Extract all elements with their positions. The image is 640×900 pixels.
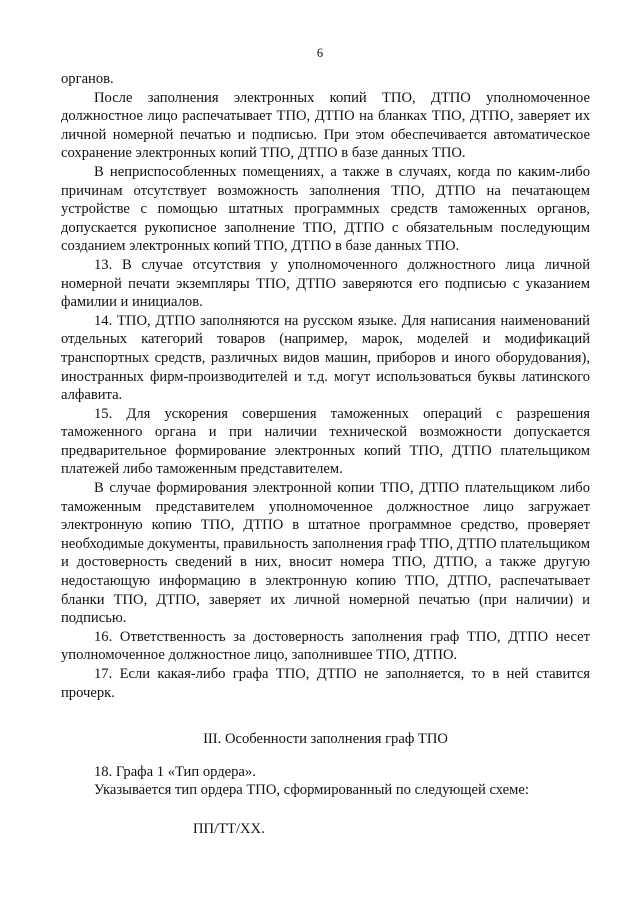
paragraph-item-18: 18. Графа 1 «Тип ордера». — [94, 763, 256, 780]
paragraph-item-17: 17. Если какая-либо графа ТПО, ДТПО не заполняется, то в ней ставится прочерк. — [61, 666, 590, 701]
page-number: 6 — [316, 46, 324, 60]
paragraph-printing-copies: После заполнения электронных копий ТПО, ДТПО уполномоченное должностное лицо распечатывает ТПО, ДТПО на бланках ТПО, ДТПО, заверяет их личной номерной печатью и подписью. При этом обеспечивается автоматическое сохранение электронных копий ТПО, ДТПО в базе данных ТПО. — [61, 89, 590, 162]
document-body — [61, 70, 590, 839]
order-type-scheme: ПП/ТТ/XX. — [193, 820, 265, 837]
section-heading: III. Особенности заполнения граф ТПО — [203, 731, 448, 748]
paragraph-continuation: органов. — [61, 71, 114, 87]
paragraph-scheme-intro: Указывается тип ордера ТПО, сформированный по следующей схеме: — [94, 782, 529, 799]
paragraph-item-15: 15. Для ускорения совершения таможенных операций с разрешения таможенного органа и при наличии технической возможности допускается предварительное формирование электронных копий ТПО, ДТПО плательщиком платежей либо таможенным представителем. — [61, 405, 590, 478]
paragraph-item-16: 16. Ответственность за достоверность заполнения граф ТПО, ДТПО несет уполномоченное должностное лицо, заполнившее ТПО, ДТПО. — [61, 628, 590, 664]
paragraph-item-13: 13. В случае отсутствия у уполномоченного должностного лица личной номерной печати экземпляры ТПО, ДТПО заверяются его подписью с указанием фамилии и инициалов. — [61, 256, 590, 311]
paragraph-manual-filling: В неприспособленных помещениях, а также в случаях, когда по каким-либо причинам отсутствует возможность заполнения ТПО, ДТПО на печатающем устройстве с помощью штатных программных средств таможенных органов, допускается рукописное заполнение ТПО, ДТПО с обязательным последующим созданием электронных копий ТПО, ДТПО в базе данных ТПО. — [61, 163, 590, 255]
paragraph-item-14: 14. ТПО, ДТПО заполняются на русском языке. Для написания наименований отдельных категорий товаров (например, марок, моделей и модификаций транспортных средств, различных видов машин, приборов и иного оборудования), иностранных фирм-производителей и т.д. могут использоваться буквы латинского алфавита. — [61, 312, 590, 404]
paragraph-electronic-copy: В случае формирования электронной копии ТПО, ДТПО плательщиком либо таможенным представителем уполномоченное должностное лицо загружает электронную копию ТПО, ДТПО в штатное программное средство, проверяет необходимые документы, правильность заполнения граф ТПО, ДТПО плательщиком и достоверность сведений в них, вносит номера ТПО, ДТПО, а также другую недостающую информацию в электронную копию ТПО, ДТПО, распечатывает бланки ТПО, ДТПО, заверяет их личной номерной печатью (при наличии) и подписью. — [61, 480, 590, 627]
